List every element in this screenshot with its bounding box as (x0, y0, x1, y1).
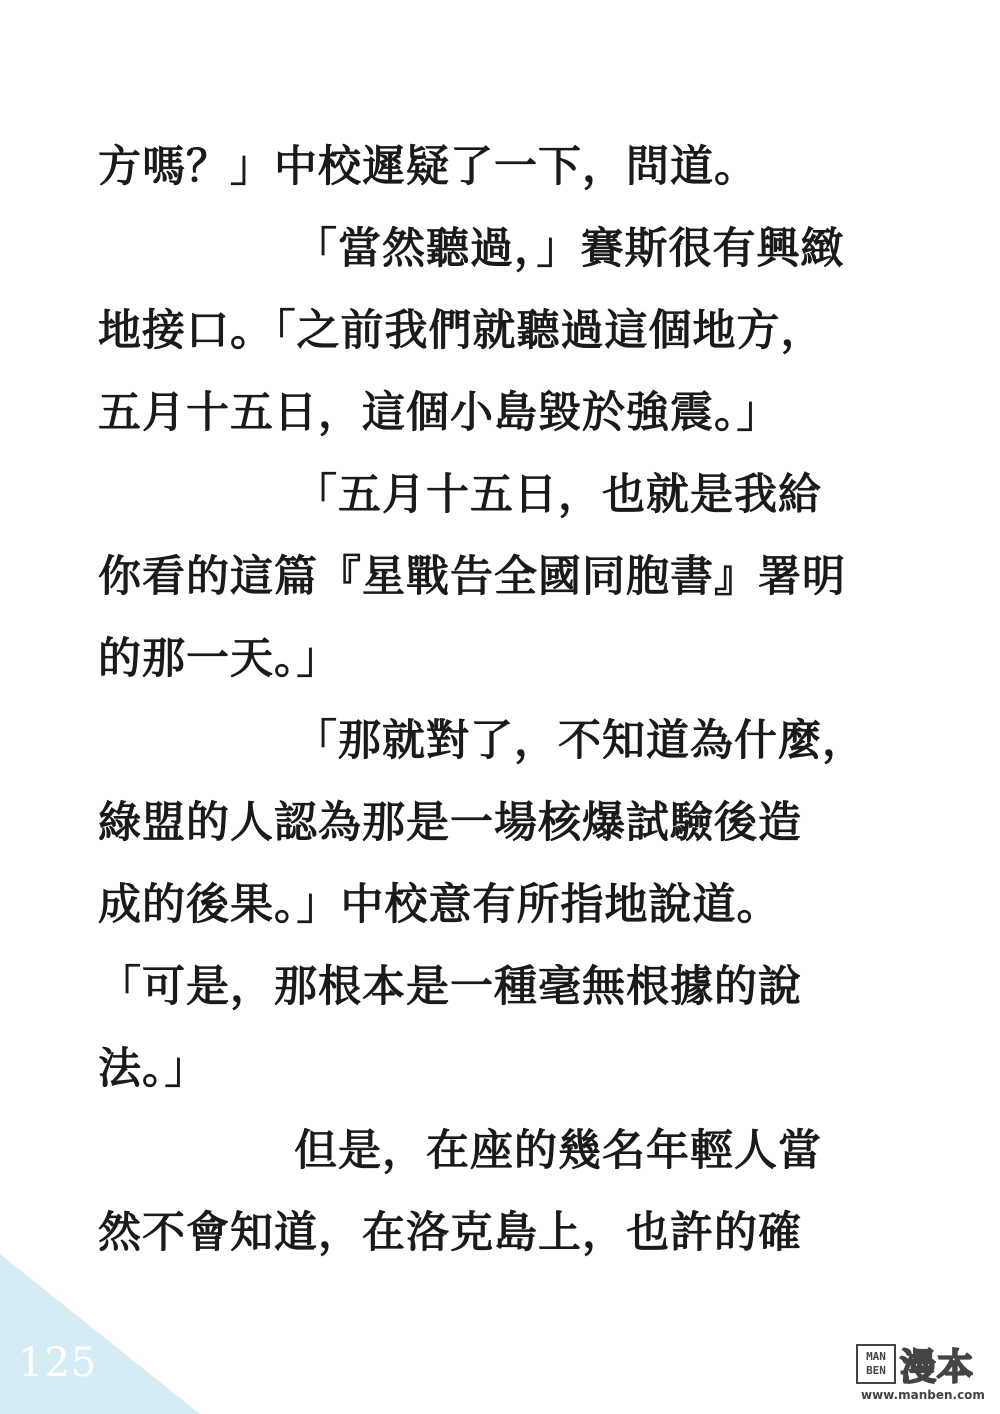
text-line: 的那一天。」 (98, 634, 341, 684)
text-line: 成的後果。」中校意有所指地說道。 (98, 880, 781, 930)
text-line: 方嗎？」中校遲疑了一下，問道。 (98, 142, 758, 192)
watermark-logo-icon (856, 1344, 896, 1384)
watermark-box-top: MAN (866, 1350, 886, 1363)
text-line: 「當然聽過，」賽斯很有興緻 (294, 224, 845, 274)
text-line: 法。」 (98, 1044, 209, 1094)
body-text (98, 126, 958, 1274)
text-line: 「五月十五日，也就是我給 (294, 470, 822, 520)
text-line: 「可是，那根本是一種毫無根據的說 (98, 962, 802, 1012)
watermark-name: 漫本 (900, 1346, 975, 1388)
page-number: 125 (18, 1340, 98, 1386)
text-line: 然不會知道，在洛克島上，也許的確 (98, 1208, 802, 1258)
text-line: 綠盟的人認為那是一場核爆試驗後造 (98, 798, 802, 848)
text-line: 地接口。「之前我們就聽過這個地方， (98, 306, 825, 356)
text-line: 五月十五日，這個小島毀於強震。」 (98, 388, 781, 438)
watermark-box-bottom: BEN (866, 1364, 886, 1377)
watermark-logo (856, 1342, 990, 1386)
text-line: 你看的這篇『星戰告全國同胞書』署明 (98, 552, 846, 602)
corner-decoration (0, 1254, 200, 1414)
text-line: 「那就對了，不知道為什麼， (294, 716, 866, 766)
watermark (856, 1342, 990, 1406)
text-line: 但是，在座的幾名年輕人當 (294, 1126, 822, 1176)
watermark-url: www.manben.com (861, 1388, 985, 1402)
